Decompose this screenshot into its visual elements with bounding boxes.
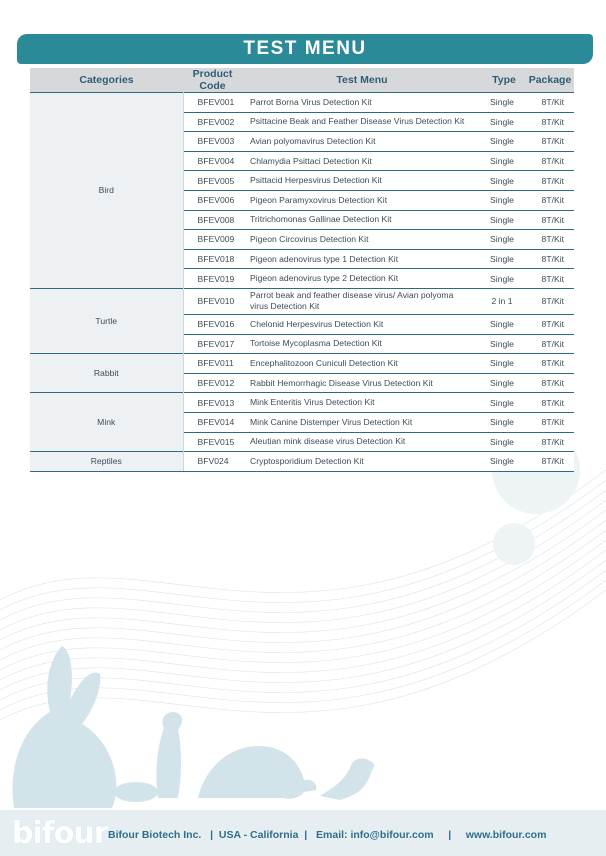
test-name: Pigeon Paramyxovirus Detection Kit	[242, 190, 482, 210]
test-package: 8T/Kit	[526, 269, 574, 289]
test-package: 8T/Kit	[526, 288, 574, 314]
column-header-test-menu: Test Menu	[242, 68, 482, 93]
test-name: Pigeon adenovirus type 1 Detection Kit	[242, 249, 482, 269]
product-code: BFEV016	[183, 314, 242, 334]
product-code: BFEV013	[183, 393, 242, 413]
separator: |	[210, 829, 214, 841]
test-package: 8T/Kit	[526, 210, 574, 230]
contact-email[interactable]: Email: info@bifour.com	[316, 829, 434, 841]
product-code: BFV024	[183, 452, 242, 472]
test-name-line-2: virus Detection Kit	[250, 301, 320, 312]
product-code: BFEV009	[183, 230, 242, 250]
company-name: Bifour Biotech Inc.	[108, 829, 202, 841]
test-name: Encephalitozoon Cuniculi Detection Kit	[242, 354, 482, 374]
meerkat-silhouette	[156, 712, 182, 798]
test-type: Single	[482, 432, 526, 452]
category-cell-reptiles: Reptiles	[30, 452, 183, 472]
test-name	[242, 288, 482, 314]
bird-silhouette	[320, 758, 374, 800]
product-code: BFEV018	[183, 249, 242, 269]
test-package: 8T/Kit	[526, 393, 574, 413]
test-type: Single	[482, 269, 526, 289]
table-row	[30, 288, 574, 314]
table-row	[30, 452, 574, 472]
test-name: Rabbit Hemorrhagic Disease Virus Detection Kit	[242, 373, 482, 393]
test-package: 8T/Kit	[526, 93, 574, 113]
website-link[interactable]: www.bifour.com	[465, 829, 547, 841]
test-name: Pigeon adenovirus type 2 Detection Kit	[242, 269, 482, 289]
rabbit-silhouette	[13, 646, 117, 808]
table-row	[30, 393, 574, 413]
test-name: Mink Canine Distemper Virus Detection Kit	[242, 412, 482, 432]
test-type: 2 in 1	[482, 288, 526, 314]
test-menu-table	[30, 68, 574, 472]
bifour-logo: bifour	[12, 816, 108, 851]
product-code: BFEV017	[183, 334, 242, 354]
separator: |	[304, 829, 308, 841]
test-type: Single	[482, 171, 526, 191]
test-package: 8T/Kit	[526, 171, 574, 191]
page-title: TEST MENU	[17, 34, 593, 64]
product-code: BFEV006	[183, 190, 242, 210]
test-name: Avian polyomavirus Detection Kit	[242, 132, 482, 152]
test-package: 8T/Kit	[526, 334, 574, 354]
test-type: Single	[482, 334, 526, 354]
product-code: BFEV019	[183, 269, 242, 289]
test-type: Single	[482, 249, 526, 269]
test-package: 8T/Kit	[526, 373, 574, 393]
company-location: USA - California	[218, 829, 299, 841]
test-package: 8T/Kit	[526, 452, 574, 472]
separator: |	[448, 829, 452, 841]
test-type: Single	[482, 393, 526, 413]
test-name: Psittacid Herpesvirus Detection Kit	[242, 171, 482, 191]
test-package: 8T/Kit	[526, 112, 574, 132]
test-type: Single	[482, 151, 526, 171]
test-package: 8T/Kit	[526, 190, 574, 210]
test-type: Single	[482, 112, 526, 132]
test-name: Parrot Borna Virus Detection Kit	[242, 93, 482, 113]
product-code: BFEV001	[183, 93, 242, 113]
test-package: 8T/Kit	[526, 432, 574, 452]
product-code: BFEV011	[183, 354, 242, 374]
footer-contact	[108, 829, 546, 841]
product-code: BFEV010	[183, 288, 242, 314]
shell-silhouette	[114, 782, 158, 802]
test-type: Single	[482, 354, 526, 374]
test-type: Single	[482, 210, 526, 230]
category-cell-rabbit: Rabbit	[30, 354, 183, 393]
test-type: Single	[482, 314, 526, 334]
product-code: BFEV004	[183, 151, 242, 171]
table-row	[30, 93, 574, 113]
test-package: 8T/Kit	[526, 354, 574, 374]
test-name: Cryptosporidium Detection Kit	[242, 452, 482, 472]
table-header-row	[30, 68, 574, 93]
test-type: Single	[482, 190, 526, 210]
test-type: Single	[482, 412, 526, 432]
product-code: BFEV012	[183, 373, 242, 393]
test-name-line-1: Parrot beak and feather disease virus/ Avian polyoma	[250, 290, 454, 301]
test-package: 8T/Kit	[526, 132, 574, 152]
test-package: 8T/Kit	[526, 230, 574, 250]
product-code: BFEV014	[183, 412, 242, 432]
product-code: BFEV002	[183, 112, 242, 132]
category-cell-bird: Bird	[30, 93, 183, 289]
turtle-silhouette	[198, 746, 316, 799]
test-type: Single	[482, 93, 526, 113]
test-type: Single	[482, 230, 526, 250]
test-type: Single	[482, 452, 526, 472]
test-package: 8T/Kit	[526, 249, 574, 269]
test-name: Chlamydia Psittaci Detection Kit	[242, 151, 482, 171]
product-code: BFEV003	[183, 132, 242, 152]
test-type: Single	[482, 132, 526, 152]
category-cell-mink: Mink	[30, 393, 183, 452]
test-name: Mink Enteritis Virus Detection Kit	[242, 393, 482, 413]
column-header-type: Type	[482, 68, 526, 93]
product-code: BFEV005	[183, 171, 242, 191]
product-code: BFEV015	[183, 432, 242, 452]
test-type: Single	[482, 373, 526, 393]
decor-circle-small	[493, 523, 535, 565]
test-package: 8T/Kit	[526, 314, 574, 334]
table-row	[30, 354, 574, 374]
test-package: 8T/Kit	[526, 412, 574, 432]
product-code: BFEV008	[183, 210, 242, 230]
test-name: Pigeon Circovirus Detection Kit	[242, 230, 482, 250]
test-name: Tortoise Mycoplasma Detection Kit	[242, 334, 482, 354]
test-package: 8T/Kit	[526, 151, 574, 171]
test-name: Psittacine Beak and Feather Disease Virus Detection Kit	[242, 112, 482, 132]
test-name: Tritrichomonas Gallinae Detection Kit	[242, 210, 482, 230]
column-header-package: Package	[526, 68, 574, 93]
test-name: Chelonid Herpesvirus Detection Kit	[242, 314, 482, 334]
category-cell-turtle: Turtle	[30, 288, 183, 353]
test-name: Aleutian mink disease virus Detection Kit	[242, 432, 482, 452]
column-header-categories: Categories	[30, 68, 183, 93]
column-header-product-code: Product Code	[183, 68, 242, 93]
